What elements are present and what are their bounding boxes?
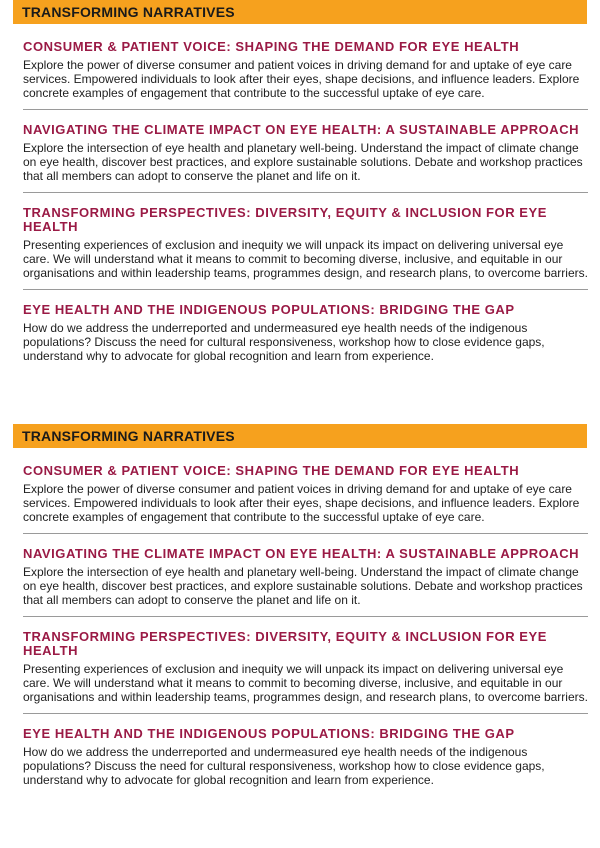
section-header-bar — [13, 0, 587, 24]
session-description: Explore the power of diverse consumer and patient voices in driving demand for and uptake of eye care services. Empowered individuals to look after their eyes, shape decisions, and influence leaders. Explore concrete examples of engagement that contribute to the successful uptake of eye care. — [23, 482, 580, 524]
session-title: NAVIGATING THE CLIMATE IMPACT ON EYE HEALTH: A SUSTAINABLE APPROACH — [23, 122, 580, 137]
session-title: TRANSFORMING PERSPECTIVES: DIVERSITY, EQUITY & INCLUSION FOR EYE HEALTH — [23, 629, 547, 658]
session-title: CONSUMER & PATIENT VOICE: SHAPING THE DEMAND FOR EYE HEALTH — [23, 39, 520, 54]
session-title: EYE HEALTH AND THE INDIGENOUS POPULATIONS: BRIDGING THE GAP — [23, 726, 515, 741]
session-description: Explore the intersection of eye health and planetary well-being. Understand the impact of climate change on eye health, discover best practices, and explore sustainable solutions. Debate and workshop practices that all members can adopt to conserve the planet and life on it. — [23, 141, 583, 183]
session-title: TRANSFORMING PERSPECTIVES: DIVERSITY, EQUITY & INCLUSION FOR EYE HEALTH — [23, 205, 547, 234]
session-climate-impact — [23, 110, 588, 193]
panel-gap — [0, 414, 600, 424]
session-climate-impact — [23, 534, 588, 617]
session-consumer-patient-voice — [23, 24, 588, 110]
session-title: NAVIGATING THE CLIMATE IMPACT ON EYE HEALTH: A SUSTAINABLE APPROACH — [23, 546, 580, 561]
section-header-title: TRANSFORMING NARRATIVES — [22, 428, 235, 444]
session-diversity-equity-inclusion — [23, 193, 588, 290]
session-title: EYE HEALTH AND THE INDIGENOUS POPULATIONS: BRIDGING THE GAP — [23, 302, 515, 317]
session-description: How do we address the underreported and undermeasured eye health needs of the indigenous populations? Discuss the need for cultural responsiveness, workshop how to close evidence gaps, understand why to advocate for global recognition and learn from experience. — [23, 321, 545, 363]
session-description: Presenting experiences of exclusion and inequity we will unpack its impact on delivering universal eye care. We will understand what it means to commit to becoming diverse, inclusive, and equitable in our organisations and within leadership teams, programmes design, and research plans, to overcome barriers. — [23, 662, 588, 704]
session-description: Explore the intersection of eye health and planetary well-being. Understand the impact of climate change on eye health, discover best practices, and explore sustainable solutions. Debate and workshop practices that all members can adopt to conserve the planet and life on it. — [23, 565, 583, 607]
section-header-title: TRANSFORMING NARRATIVES — [22, 4, 235, 20]
session-consumer-patient-voice — [23, 448, 588, 534]
section-header-bar — [13, 424, 587, 448]
session-description: Presenting experiences of exclusion and inequity we will unpack its impact on delivering universal eye care. We will understand what it means to commit to becoming diverse, inclusive, and equitable in our organisations and within leadership teams, programmes design, and research plans, to overcome barriers. — [23, 238, 588, 280]
program-panel-bottom — [0, 424, 600, 848]
session-description: Explore the power of diverse consumer and patient voices in driving demand for and uptake of eye care services. Empowered individuals to look after their eyes, shape decisions, and influence leaders. Explore concrete examples of engagement that contribute to the successful uptake of eye care. — [23, 58, 580, 100]
session-indigenous-populations — [23, 714, 588, 796]
session-indigenous-populations — [23, 290, 588, 372]
session-title: CONSUMER & PATIENT VOICE: SHAPING THE DEMAND FOR EYE HEALTH — [23, 463, 520, 478]
session-description: How do we address the underreported and undermeasured eye health needs of the indigenous populations? Discuss the need for cultural responsiveness, workshop how to close evidence gaps, understand why to advocate for global recognition and learn from experience. — [23, 745, 545, 787]
program-panel-top — [0, 0, 600, 414]
session-diversity-equity-inclusion — [23, 617, 588, 714]
